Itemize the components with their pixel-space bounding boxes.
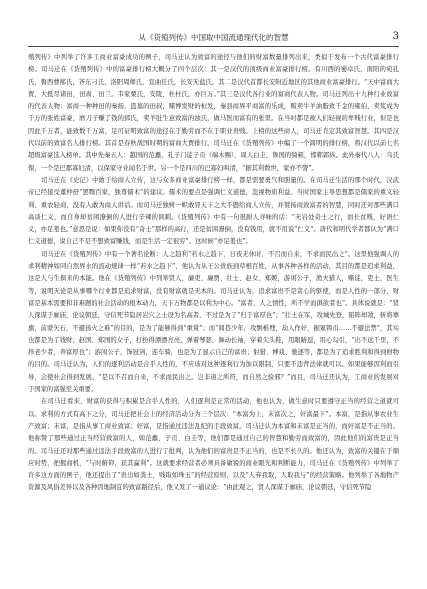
- paragraph: 司马迁在《史记》中敢于给商人立传，这与众多商业富豪排行榜一样，都是需要勇气和胆量的。在司马迁生活的那个时代，汉武帝已经接受董仲舒“罢黜百家，独尊儒术”的建议。儒术的要点是强调仁义道德，忽视物质利益。当时国家主导思想都是儒家的重义轻利、重农轻商，没有人敢为商人讲话。而司马迁独树一帜敢冒天下之大不韪给商人立传，并赞扬商致富者的智慧，同时还对那些满口高谈仁义，而自身却贫困潦倒的人进行辛辣的讽刺。《货殖列传》中有一句很耐人寻味的话：“无岩处奇士之行，而长贫贱，好语仁义，亦足羞也。”意思是说：如果你没有“奇士”那样的高行，还是贫困潦倒，没有钱用，就不用说“仁义”。唐代和明代学者都认为“满口仁义道德，说自己不是不想致富赚钱，而是生活一定很穷”。这时候“亦足羞也”。: [28, 176, 399, 246]
- paragraph: 在司马迁看来，财富的获得与积累是合乎人性的，人们逐利是正常的活动，他也认为，做生意时只要遵守正当的经营之道就可以。求利的方式有高下之分，司马迁把社会上的经济活动分为三个层次：“本富为上，末富次之，奸富最下”。本富，是指从事农业生产致富；末富，是指从事工商业致富；奸富，是指通过违法乱纪的手段致富。司马迁认为本富和末富是正当的，而奸富是不正当的。他称赞了那些通过正当经营致富的人，如范蠡、子贡、白圭等，他们都是通过自己的智慧和勤劳而致富的，因此他们的富贵是正当的。司马迁还对那些通过违法手段致富的人进行了批判，认为他们的富贵是不正当的，也是不长久的。他还认为，致富的关键在于顺应时势，把握商机，“与时俯仰，获其赢利”。这就要求经营者必须具备敏锐的商业眼光和判断能力，司马迁在《货殖列传》中列举了许多这方面的例子，他还提出了“贵出如粪土，贱取如珠玉”的经营原则，以及“人弃我取，人取我与”的经营策略。他列举了各地物产资源及风俗差异以及各种因地制宜的致富路径后，他又发了一通议论：“由此观之，贤人深谋于廊庙，论议朝廷，守信死节隐: [28, 398, 399, 492]
- page-number: 3: [392, 31, 399, 42]
- running-title: 从《货殖列传》中国取中国流通现代化的智慧: [138, 33, 289, 42]
- paragraph: 殖列传》中列举了许多工商业富豪成功的例子，司马迁认为致富的途径与他们的财富数量排列出来，类似于发布一个古代富豪排行榜。司马迁在《货殖列传》中的富豪排行榜大概分了四个层次：其一是汉代的顶级商业富豪排行榜。有川西的蜀卓氏，南阳的宛孔氏，鲁西曹邴氏，齐东刁氏，洛阳周师氏，宣曲任氏，长安无盐氏。其二是汉代首都长安附近地区的其他商业富豪排行。“天中富商大贾，大抵尽诸田，田啬、田兰。韦家栗氏，安陵、杜杜氏，亦巨万。”其三是汉代各行业的富商代表人物。司马迁列出十九种行业致富的代表人物：富商一种种田的秦扬，盗墓的田叔，赌博发财的桓发，秦县商界平商富的乐成，贩卖牛羊油脂致千金的雍伯，卖浆成为千万的张姓富豪，磨刀子赚了钱的郅氏，卖羊肚生意致富的浊氏，做马医而富有的张里。在当时都是被人们轻视的卑贱行业，但是也因此千万者，能致数千万富，足可证明致富的途径在于勤劳而不在于职业贵贱。上榜的这些商人，司马迁肯定其致富智慧。其四是汉代以前的致富名人排行榜。其首是春秋战国时期的富商大贾排行。司马迁在《货殖列传》中编了一个简明的排行榜，将汉代以前七名超级富豪选入榜单。其中先秦五人：越国的范蠡，孔子门徒子贡（端木赐），周人白圭，鲁国的猗顿，邯郸郭纵。此外秦代八人：乌氏倮，一个是巴郡寡妇清，以保家守业闻名于世。另一个是四川的巴寡妇叫清，“据其利数世，家亦不訾”。: [28, 54, 399, 172]
- running-header: [28, 31, 399, 44]
- header-rule: [28, 46, 399, 47]
- paragraph: 司马迁在《货殖列传》中有一个著名论断：人之趋利“若水之趋下，日夜无休时，不召而自来，不求而民出之”。这里他强调人的求利精神如同自然界水的流动规律一样“若水之趋下”，他认为从王公贵族到草根百姓，从事各种各样的活动，其目的都是追求利益，这是人与生俱来的本能。他在《货殖列传》中列举贤人、廉吏、廉贾、壮士、赵女、郑姬，游闲公子，渔夫猎人，赌徒，吏士，医生等，说明无论是从事哪个行业都是追求财富，没有财富就是无本的。司马迁认为，追求富贵不是贪心的驱使，而是人性的一部分，财富是基本需要和非难题的社会活动的根本动力，天下万物都是以利为中心。“富者，人之情性，所不学而俱欲者也”。具体说就是：“贤人深谋于廊庙，论议朝廷，守信死节隐居岩穴之士设为名高者，不过是为了“归于富厚也”；“壮士在军，攻城先登，陷阵却敌，斩将搴旗，前蒙矢石，不避汤火之难”的目的，是为了能够得到“重赏”；而“闾巷少年，攻剽椎埋，劫人作奸，掘冢铸币……不避法禁”，其实也都是为了钱财；赵国、郑国的女子，打扮得漂漂亮亮，弹着琴瑟，舞动长袖，穿着尖头鞋，用眼睛逗，用心勾引，“出不远千里，不择老少者，奔富厚也”；游闲公子，饰冠剑，连车骑，也是为了显示自己的富贵；射猎、博戏、驰逐等，都是为了追求胜利和得到财物的目的。司马迁认为，人们的逐利活动是合乎人性的，不应该对这种逐利行为加以限制，只要不违背法律就可以。如果能够因利而引导，会使社会得到发展。“是以不召而自来，不求而民出之。岂非道之所符，而自然之验邪？”而且，司马迁还认为，工商业的发展对于国家的富强至关重要。: [28, 250, 399, 394]
- article-body: [28, 52, 399, 495]
